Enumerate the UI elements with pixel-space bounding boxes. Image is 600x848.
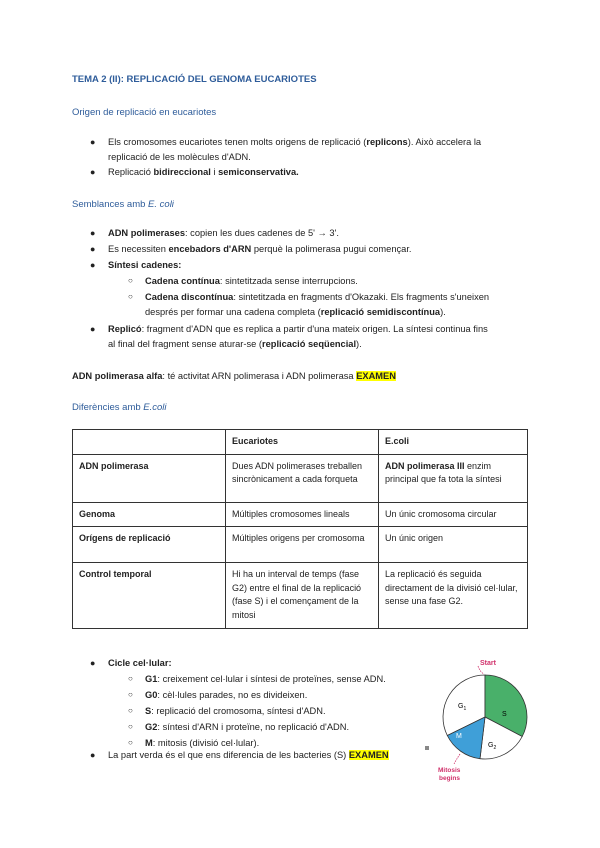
table-header: E.coli [379,430,528,455]
cell-cycle-diagram [420,652,550,792]
start-arrow-icon [478,666,484,674]
table-cell: Múltiples origens per cromosoma [226,527,379,563]
bullet-icon: ● [90,324,96,334]
table-row [73,454,528,502]
table-row [73,563,528,629]
table-cell: ADN polimerasa III enzim principal que fa tota la síntesi [379,454,528,502]
section-heading-differences: Diferències amb E.coli [72,402,167,413]
table-cell: Control temporal [73,563,226,629]
circle-bullet-icon: ○ [128,706,133,715]
exam-highlight: EXAMEN [356,371,396,381]
table-cell: Dues ADN polimerases treballen sincrònicament a cada forqueta [226,454,379,502]
sub-list-item: S: replicació del cromosoma, síntesi d'ADN. [145,706,326,716]
sub-list-item: G0: cèl·lules parades, no es divideixen. [145,690,308,700]
table-row [73,502,528,527]
circle-bullet-icon: ○ [128,276,133,285]
table-cell: La replicació és seguida directament de la divisió cel·lular, sense una fase G2. [379,563,528,629]
table-cell: Genoma [73,502,226,527]
table-cell: ADN polimerasa [73,454,226,502]
page-title: TEMA 2 (II): REPLICACIÓ DEL GENOMA EUCARIOTES [72,74,317,85]
sub-list-item: Cadena contínua: sintetitzada sense interrupcions. [145,276,358,286]
sub-list-item: G1: creixement cel·lular i síntesi de proteïnes, sense ADN. [145,674,386,684]
sub-list-item-cont: després per formar una cadena completa (replicació semidiscontínua). [145,307,446,317]
table-cell: Hi ha un interval de temps (fase G2) entre el final de la replicació (fase S) i el començament de la mitosi [226,563,379,629]
bullet-icon: ● [90,137,96,147]
list-item: Replicó: fragment d'ADN que es replica a partir d'una mateix origen. La síntesi continua fins [108,324,488,334]
g2-label: $G_2$ [488,742,497,751]
list-item: La part verda és el que ens diferencia de les bacteries (S) EXAMEN [108,750,389,760]
g1-label: $G_1$ [458,703,467,712]
circle-bullet-icon: ○ [128,292,133,301]
list-item: Replicació bidireccional i semiconservativa. [108,167,299,177]
list-item-cont: replicació de les molècules d'ADN. [108,152,251,162]
bullet-icon: ● [90,228,96,238]
list-item: Es necessiten encebadors d'ARN perquè la polimerasa pugui començar. [108,244,412,254]
table-header: Eucariotes [226,430,379,455]
table-cell: Un únic origen [379,527,528,563]
bullet-icon: ● [90,260,96,270]
marker-dot [425,746,429,750]
bullet-icon: ● [90,244,96,254]
table-row [73,430,528,455]
table-cell: Múltiples cromosomes lineals [226,502,379,527]
bullet-icon: ● [90,750,96,760]
circle-bullet-icon: ○ [128,722,133,731]
exam-highlight: EXAMEN [348,750,389,760]
mitosis-label: Mitosis [438,767,461,774]
mitosis-arrow-icon [454,754,460,764]
list-item: ADN polimerases: copien les dues cadenes de 5' → 3'. [108,228,339,238]
differences-table [72,429,528,629]
s-label: S [502,711,507,718]
circle-bullet-icon: ○ [128,674,133,683]
bullet-icon: ● [90,658,96,668]
list-item: Síntesi cadenes: [108,260,182,270]
circle-bullet-icon: ○ [128,690,133,699]
list-item: Cicle cel·lular: [108,658,172,668]
section-heading-similarities: Semblances amb E. coli [72,199,174,210]
circle-bullet-icon: ○ [128,738,133,747]
table-cell: Un únic cromosoma circular [379,502,528,527]
m-label: M [456,733,462,740]
list-item-cont: al final del fragment sense aturar-se (replicació seqüencial). [108,339,362,349]
table-cell: Orígens de replicació [73,527,226,563]
sub-list-item: Cadena discontínua: sintetitzada en fragments d'Okazaki. Els fragments s'uneixen [145,292,490,302]
mitosis-label-line2: begins [439,775,460,782]
start-label: Start [480,660,496,667]
alpha-note: ADN polimerasa alfa: té activitat ARN polimerasa i ADN polimerasa EXAMEN [72,371,396,381]
table-cell [73,430,226,455]
sub-list-item: G2: síntesi d'ARN i proteïne, no replicació d'ADN. [145,722,350,732]
bullet-icon: ● [90,167,96,177]
section-heading-origin: Origen de replicació en eucariotes [72,107,217,118]
list-item: Els cromosomes eucariotes tenen molts origens de replicació (replicons). Això accelera la [108,137,482,147]
table-row [73,527,528,563]
sub-list-item: M: mitosis (divisió cel·lular). [145,738,260,748]
